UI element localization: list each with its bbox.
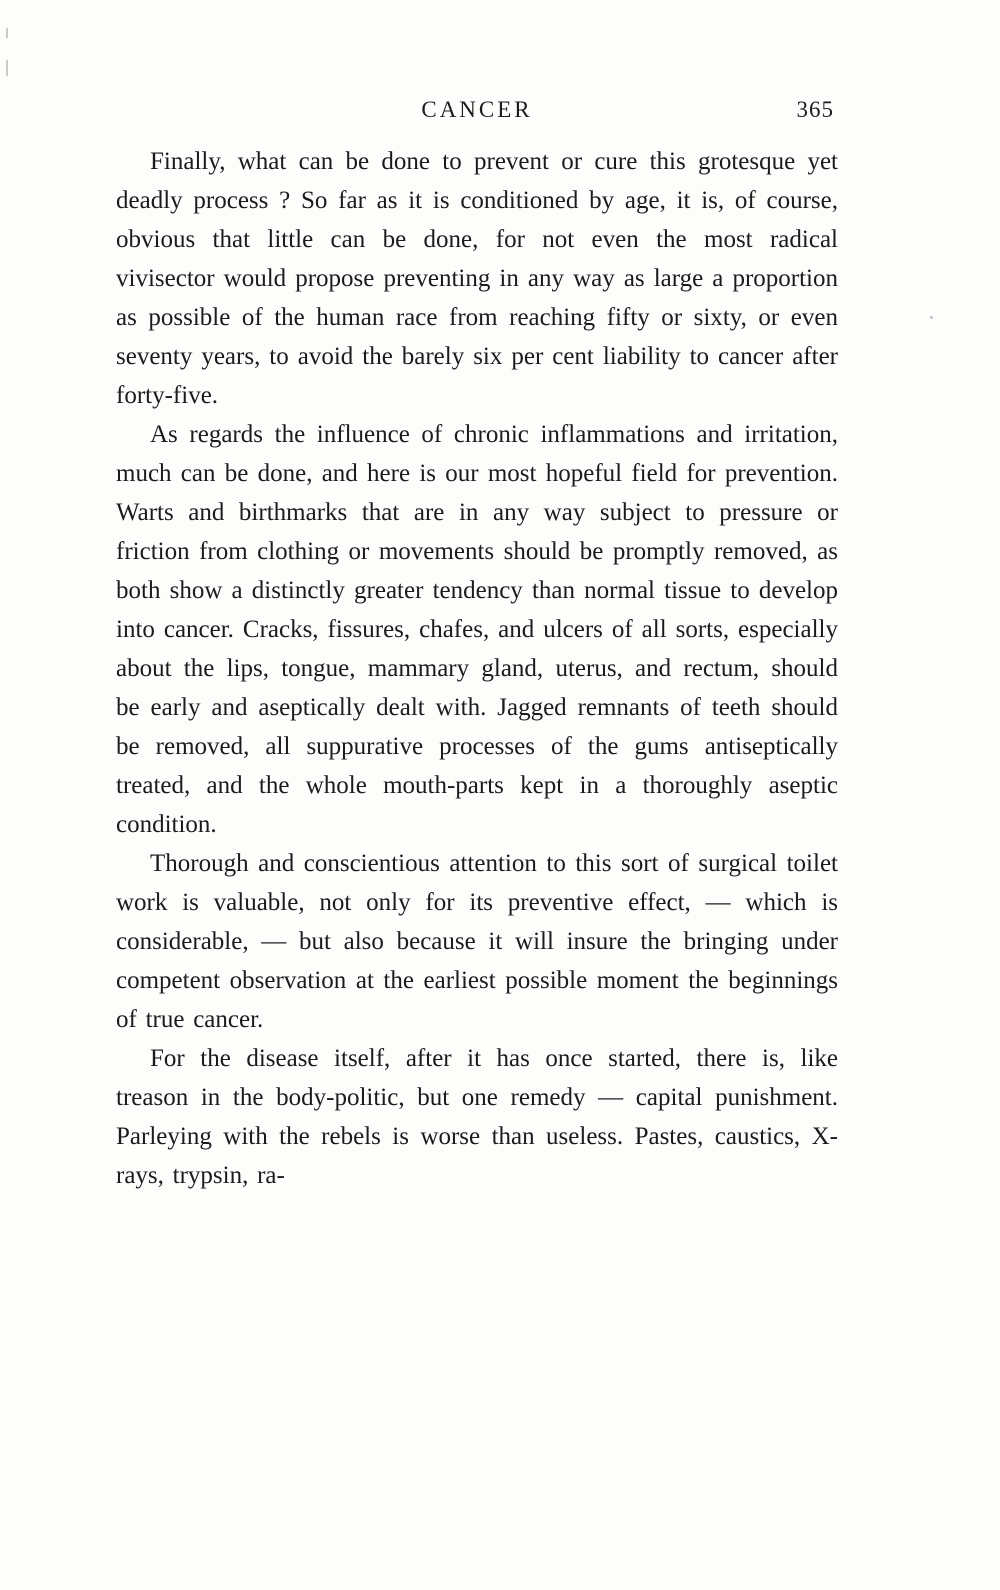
scan-artifact	[6, 60, 8, 76]
text-block	[116, 142, 838, 1195]
page-header	[116, 97, 838, 129]
paragraph: For the disease itself, after it has once started, there is, like treason in the body-politic, but one remedy — capital punishment. Parleying with the rebels is worse than useless. Pastes, caustics, X-rays, trypsin, ra-	[116, 1045, 838, 1189]
page-number: 365	[796, 97, 834, 122]
scan-artifact	[930, 316, 933, 319]
paragraph: Thorough and conscientious attention to this sort of surgical toilet work is valuable, not only for its preventive effect, — which is considerable, — but also because it will insure the bringing under competent observation at the earliest possible moment the beginnings of true cancer.	[116, 850, 838, 1033]
scan-artifact	[6, 28, 8, 38]
running-header: CANCER	[421, 97, 533, 122]
paragraph: Finally, what can be done to prevent or cure this grotesque yet deadly process ? So far as it is conditioned by age, it is, of course, obvious that little can be done, for not even the most radical vivisector would propose preventing in any way as large a proportion as possible of the human race from reaching fifty or sixty, or even seventy years, to avoid the barely six per cent liability to cancer after forty-five.	[116, 148, 838, 409]
paragraph: As regards the influence of chronic inflammations and irritation, much can be done, and here is our most hopeful field for prevention. Warts and birthmarks that are in any way subject to pressure or friction from clothing or movements should be promptly removed, as both show a distinctly greater tendency than normal tissue to develop into cancer. Cracks, fissures, chafes, and ulcers of all sorts, especially about the lips, tongue, mammary gland, uterus, and rectum, should be early and aseptically dealt with. Jagged remnants of teeth should be removed, all suppurative processes of the gums antiseptically treated, and the whole mouth-parts kept in a thoroughly aseptic condition.	[116, 421, 838, 838]
